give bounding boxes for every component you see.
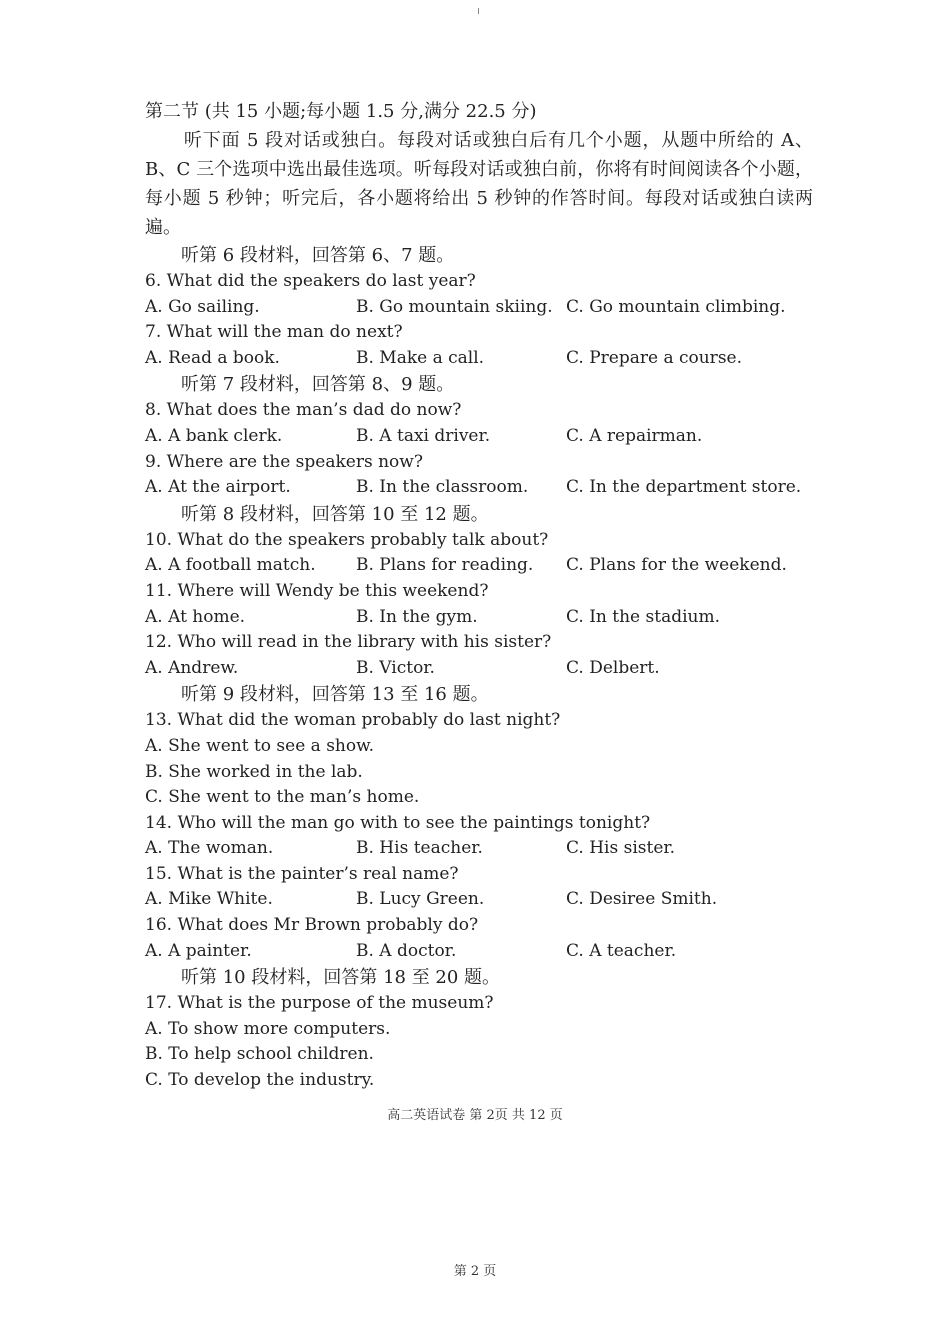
answer-option-c: C. A repairman. [566,425,703,446]
answer-option-b: B. Go mountain skiing. [356,296,553,317]
answer-option-c: C. In the stadium. [566,606,721,627]
answer-option-a: A. A football match. [145,555,316,576]
question-stem: 11. Where will Wendy be this weekend? [145,580,489,601]
answer-option-b: B. In the classroom. [356,477,529,498]
listening-instruction: 听第 6 段材料，回答第 6、7 题。 [181,245,455,266]
question-stem: 17. What is the purpose of the museum? [145,993,494,1014]
answer-options-row [145,605,813,631]
answer-options-row [145,346,813,372]
answer-option-c: C. Plans for the weekend. [566,555,787,576]
answer-option-a: A. Andrew. [145,657,239,678]
answer-option-a: A. A painter. [145,940,252,961]
question-stem: 8. What does the man’s dad do now? [145,400,462,421]
answer-option: A. She went to see a show. [145,735,375,756]
listening-instruction: 听第 10 段材料，回答第 18 至 20 题。 [181,967,501,989]
question-stem: 7. What will the man do next? [145,322,403,343]
answer-options-row [145,836,813,862]
question-stem: 13. What did the woman probably do last night? [145,710,561,731]
answer-option-b: B. A taxi driver. [356,425,491,446]
answer-options-row [145,553,813,579]
answer-options-row [145,939,813,965]
answer-option-c: C. His sister. [566,838,676,859]
answer-option-c: C. Prepare a course. [566,347,743,368]
answer-option-a: A. Mike White. [145,889,273,910]
answer-option-a: A. A bank clerk. [145,425,283,446]
question-stem: 16. What does Mr Brown probably do? [145,915,479,936]
question-stem: 12. Who will read in the library with his sister? [145,632,552,653]
answer-option: A. To show more computers. [145,1018,391,1039]
answer-option-b: B. Victor. [356,657,435,678]
answer-option-c: C. A teacher. [566,940,677,961]
listening-instruction: 听第 7 段材料，回答第 8、9 题。 [181,374,455,396]
section-instructions [145,126,813,242]
question-stem: 14. Who will the man go with to see the paintings tonight? [145,812,651,833]
answer-option-c: C. Go mountain climbing. [566,296,786,317]
answer-option-a: A. At the airport. [145,477,291,498]
answer-options-row [145,656,813,682]
answer-option-a: A. At home. [145,606,246,627]
answer-option-b: B. In the gym. [356,606,478,627]
section-title: 第二节 (共 15 小题;每小题 1.5 分,满分 22.5 分) [145,101,537,122]
answer-options-row [145,887,813,913]
question-stem: 9. Where are the speakers now? [145,451,423,472]
answer-options-row [145,424,813,450]
listening-instruction: 听第 8 段材料，回答第 10 至 12 题。 [181,503,489,525]
answer-option-b: B. Make a call. [356,347,485,368]
answer-options-row [145,295,813,321]
answer-option-b: B. A doctor. [356,940,457,961]
answer-option-b: B. His teacher. [356,838,483,859]
answer-option: B. To help school children. [145,1044,374,1065]
question-stem: 10. What do the speakers probably talk about? [145,529,549,550]
listening-instruction: 听第 9 段材料，回答第 13 至 16 题。 [181,684,489,706]
answer-option: B. She worked in the lab. [145,761,363,782]
answer-option-c: C. In the department store. [566,477,802,498]
exam-page [145,98,813,1094]
answer-option-c: C. Delbert. [566,657,660,678]
answer-option-b: B. Lucy Green. [356,889,485,910]
page-footer: 高二英语试卷 第 2页 共 12 页 [387,1108,563,1123]
question-stem: 15. What is the painter’s real name? [145,863,459,884]
answer-option-a: A. Read a book. [145,347,280,368]
question-list [145,242,813,1094]
answer-option-a: A. Go sailing. [145,296,260,317]
page-number: 第 2 页 [453,1264,497,1279]
question-stem: 6. What did the speakers do last year? [145,271,476,291]
answer-option: C. To develop the industry. [145,1070,375,1091]
instructions-text: 听下面 5 段对话或独白。每段对话或独白后有几个小题，从题中所给的 A、B、C 三个选项中选出最佳选项。听每段对话或独白前，你将有时间阅读各个小题，每小题 5 秒钟；听完后，各小题将给出 5 秒钟的作答时间。每段对话或独白读两遍。 [145,130,813,238]
answer-option-a: A. The woman. [145,838,274,859]
answer-option: C. She went to the man’s home. [145,787,420,808]
answer-option-c: C. Desiree Smith. [566,889,718,910]
answer-options-row [145,475,813,501]
top-mark [478,8,479,14]
answer-option-b: B. Plans for reading. [356,555,534,576]
